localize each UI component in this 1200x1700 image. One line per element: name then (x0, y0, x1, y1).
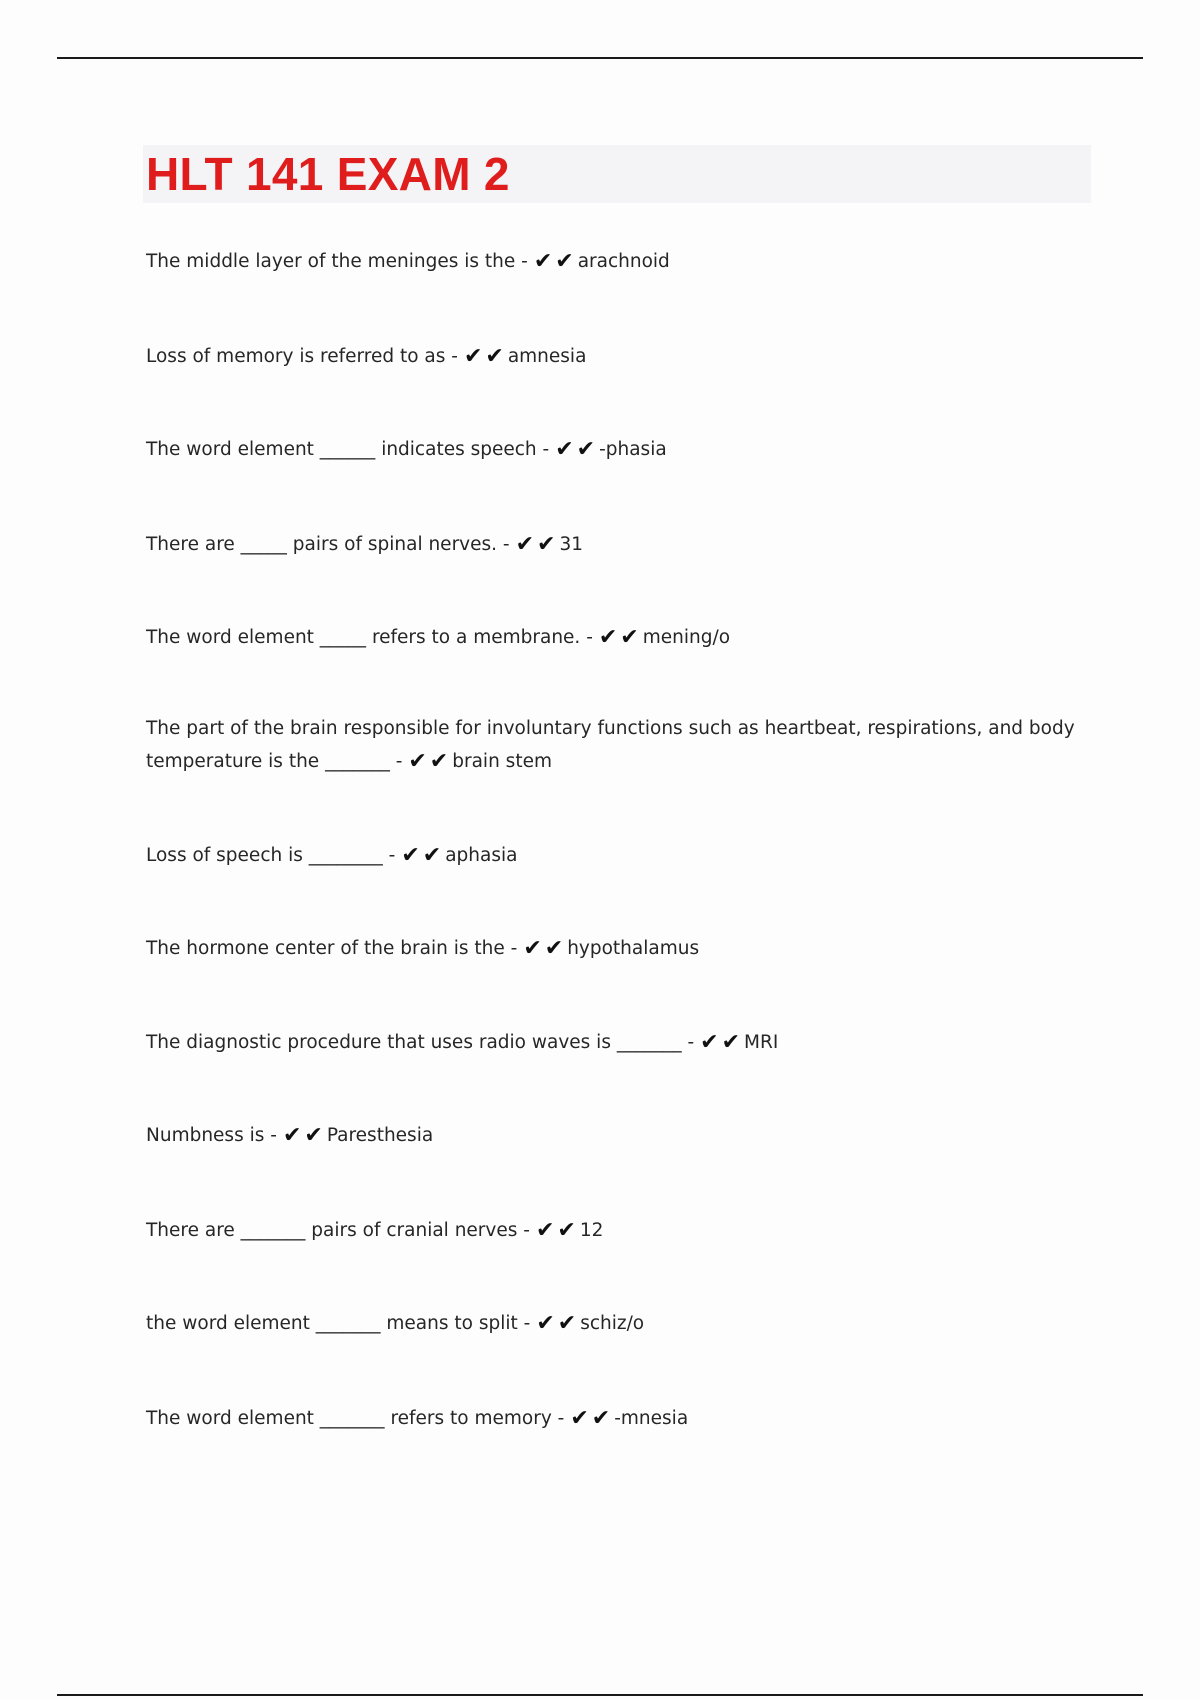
footer-rule (57, 1694, 1143, 1696)
double-check-icon: ✔✔ (700, 1030, 744, 1055)
answer-text: arachnoid (577, 251, 670, 272)
question-text: The middle layer of the meninges is the - (146, 251, 528, 272)
answer-text: -mnesia (614, 1408, 689, 1429)
double-check-icon: ✔✔ (535, 1218, 579, 1243)
question-text: There are _____ pairs of spinal nerves. - (146, 534, 510, 555)
qa-item-3 (146, 433, 1076, 466)
answer-text: mening/o (642, 627, 731, 648)
qa-item-8 (146, 932, 1076, 965)
double-check-icon: ✔✔ (282, 1123, 326, 1148)
answer-text: MRI (744, 1032, 779, 1053)
answer-text: amnesia (507, 346, 587, 367)
qa-item-12 (146, 1307, 1076, 1340)
qa-item-1 (146, 245, 1076, 278)
qa-item-5 (146, 621, 1076, 654)
question-text: The part of the brain responsible for involuntary functions such as heartbeat, respirations, and body temperature is the _______ - (146, 718, 1075, 772)
question-text: The word element ______ indicates speech - (146, 439, 550, 460)
answer-text: 31 (559, 534, 583, 555)
qa-item-11 (146, 1214, 1076, 1247)
question-text: Loss of speech is ________ - (146, 845, 396, 866)
double-check-icon: ✔✔ (401, 843, 445, 868)
answer-text: Paresthesia (326, 1125, 434, 1146)
qa-item-2 (146, 340, 1076, 373)
qa-item-13 (146, 1402, 1076, 1435)
double-check-icon: ✔✔ (570, 1406, 614, 1431)
answer-text: schiz/o (580, 1313, 645, 1334)
question-text: The word element _______ refers to memory - (146, 1408, 565, 1429)
qa-item-10 (146, 1119, 1076, 1152)
question-text: The diagnostic procedure that uses radio waves is _______ - (146, 1032, 695, 1053)
double-check-icon: ✔✔ (523, 936, 567, 961)
qa-item-4 (146, 528, 1076, 561)
document-title: HLT 141 EXAM 2 (146, 148, 510, 200)
question-text: There are _______ pairs of cranial nerves - (146, 1220, 530, 1241)
header-rule (57, 57, 1143, 59)
answer-text: 12 (579, 1220, 604, 1241)
double-check-icon: ✔✔ (555, 437, 599, 462)
question-text: the word element _______ means to split - (146, 1313, 531, 1334)
answer-text: brain stem (452, 751, 552, 772)
answer-text: aphasia (445, 845, 518, 866)
qa-item-6 (146, 712, 1076, 778)
double-check-icon: ✔✔ (598, 625, 642, 650)
qa-item-7 (146, 839, 1076, 872)
double-check-icon: ✔✔ (408, 749, 452, 774)
double-check-icon: ✔✔ (533, 249, 577, 274)
answer-text: -phasia (599, 439, 667, 460)
question-text: The word element _____ refers to a membrane. - (146, 627, 593, 648)
double-check-icon: ✔✔ (463, 344, 507, 369)
double-check-icon: ✔✔ (536, 1311, 580, 1336)
double-check-icon: ✔✔ (515, 532, 559, 557)
answer-text: hypothalamus (567, 938, 700, 959)
qa-item-9 (146, 1026, 1076, 1059)
question-text: The hormone center of the brain is the - (146, 938, 518, 959)
question-text: Loss of memory is referred to as - (146, 346, 458, 367)
question-text: Numbness is - (146, 1125, 277, 1146)
